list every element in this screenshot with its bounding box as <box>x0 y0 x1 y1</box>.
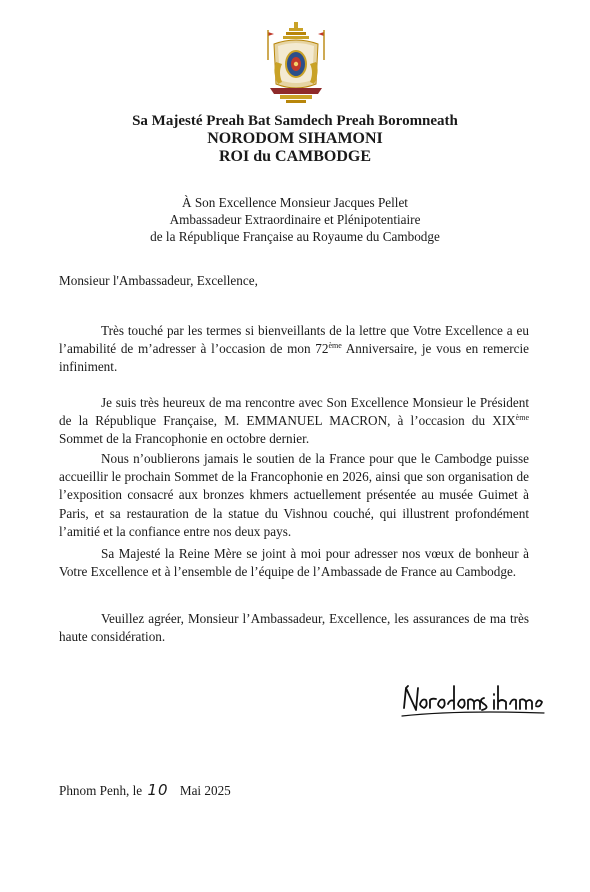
date-month-year: Mai 2025 <box>179 783 231 798</box>
salutation: Monsieur l'Ambassadeur, Excellence, <box>59 273 258 288</box>
date-line <box>59 781 231 799</box>
sender-block <box>0 112 590 166</box>
date-day-handwritten: 10 <box>147 781 169 799</box>
recipient-block <box>0 194 590 245</box>
paragraph-meeting-part1: Je suis très heureux de ma rencontre avec Son Excellence Monsieur le Président de la République Française, M. EMMANUEL MACRON, à l’occasion du XIX <box>59 395 529 429</box>
sender-role: ROI du CAMBODGE <box>218 148 372 165</box>
paragraph-wishes: Sa Majesté la Reine Mère se joint à moi pour adresser nos vœux de bonheur à Votre Excellence et à l’ensemble de l’équipe de l’Ambassade de France au Cambodge. <box>59 546 529 580</box>
paragraph-thanks-part2: Anniversaire, je vous en remercie infiniment. <box>59 341 530 375</box>
recipient-name: À Son Excellence Monsieur Jacques Pellet <box>182 195 408 210</box>
paragraph-support: Nous n’oublierons jamais le soutien de la France pour que le Cambodge puisse accueillir le prochain Sommet de la Francophonie en 2026, ainsi que son organisation de l’exposition consacré aux bronzes khmers actuellement présentée au musée Guimet à Paris, et sa restauration de la statue du Vishnou couché, qui illustrent profondément l’amitié et la confiance entre nos deux pays. <box>59 451 529 539</box>
sender-title: Sa Majesté Preah Bat Samdech Preah Boromneath <box>132 113 458 129</box>
handwritten-signature <box>398 680 546 722</box>
paragraph-thanks <box>59 322 529 377</box>
paragraph-closing: Veuillez agréer, Monsieur l’Ambassadeur, Excellence, les assurances de ma très haute considération. <box>59 611 529 645</box>
sender-name: NORODOM SIHAMONI <box>207 130 383 147</box>
paragraph-meeting-part2: Sommet de la Francophonie en octobre dernier. <box>59 431 310 447</box>
ordinal-superscript: ème <box>515 413 529 423</box>
royal-cambodian-crest-icon <box>260 22 332 104</box>
paragraph-meeting <box>59 394 529 449</box>
recipient-title: Ambassadeur Extraordinaire et Plénipotentiaire <box>169 212 421 227</box>
date-place: Phnom Penh, le <box>59 783 143 798</box>
paragraph-thanks-part1: Très touché par les termes si bienveillants de la lettre que Votre Excellence a eu l’amabilité de m’adresser à l’occasion de mon 72 <box>59 323 529 357</box>
ordinal-superscript: ème <box>328 341 342 351</box>
recipient-country: de la République Française au Royaume du Cambodge <box>150 229 440 244</box>
